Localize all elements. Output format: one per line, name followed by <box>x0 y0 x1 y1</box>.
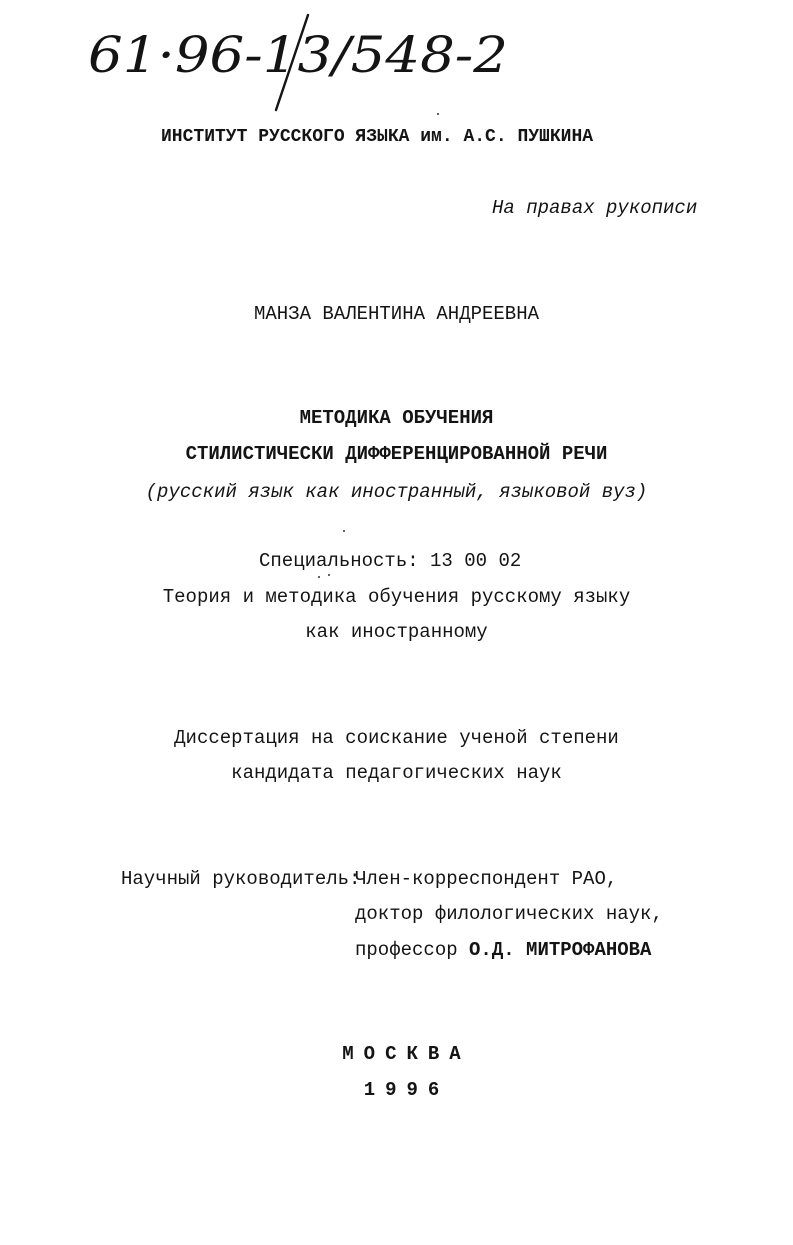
specialty-code: Специальность: 13 00 02 <box>259 550 522 572</box>
author-name: МАНЗА ВАЛЕНТИНА АНДРЕЕВНА <box>253 303 540 325</box>
dissertation-line-2: кандидата педагогических наук <box>231 762 562 784</box>
dissertation-line-1: Диссертация на соискание ученой степени <box>174 727 619 749</box>
handwritten-archive-code-text: 61·96-13/548-2 <box>88 26 508 84</box>
supervisor-title-line-2: доктор филологических наук, <box>355 903 663 925</box>
supervisor-title-line-1: Член-корреспондент РАО, <box>355 868 618 890</box>
supervisor-title-line-3 <box>355 939 651 961</box>
supervisor-name: О.Д. МИТРОФАНОВА <box>469 939 652 961</box>
supervisor-label: Научный руководитель: <box>121 868 361 890</box>
institute-name: ИНСТИТУТ РУССКОГО ЯЗЫКА им. А.С. ПУШКИНА <box>161 127 594 147</box>
scan-speck <box>343 530 345 532</box>
title-subtitle: (русский язык как иностранный, языковой вуз) <box>145 481 648 503</box>
scan-speck <box>318 576 320 578</box>
publication-year: 1996 <box>363 1079 450 1101</box>
specialty-description-line-1: Теория и методика обучения русскому языку <box>162 586 631 608</box>
title-line-2: СТИЛИСТИЧЕСКИ ДИФФЕРЕНЦИРОВАННОЙ РЕЧИ <box>185 443 608 465</box>
title-line-1: МЕТОДИКА ОБУЧЕНИЯ <box>299 407 494 429</box>
publication-city: МОСКВА <box>342 1043 471 1065</box>
scan-speck <box>328 574 330 576</box>
manuscript-note: На правах рукописи <box>492 197 698 219</box>
scan-speck <box>437 113 439 115</box>
specialty-description-line-2: как иностранному <box>305 621 488 643</box>
supervisor-rank: профессор <box>355 939 470 961</box>
handwritten-archive-code <box>80 10 520 130</box>
